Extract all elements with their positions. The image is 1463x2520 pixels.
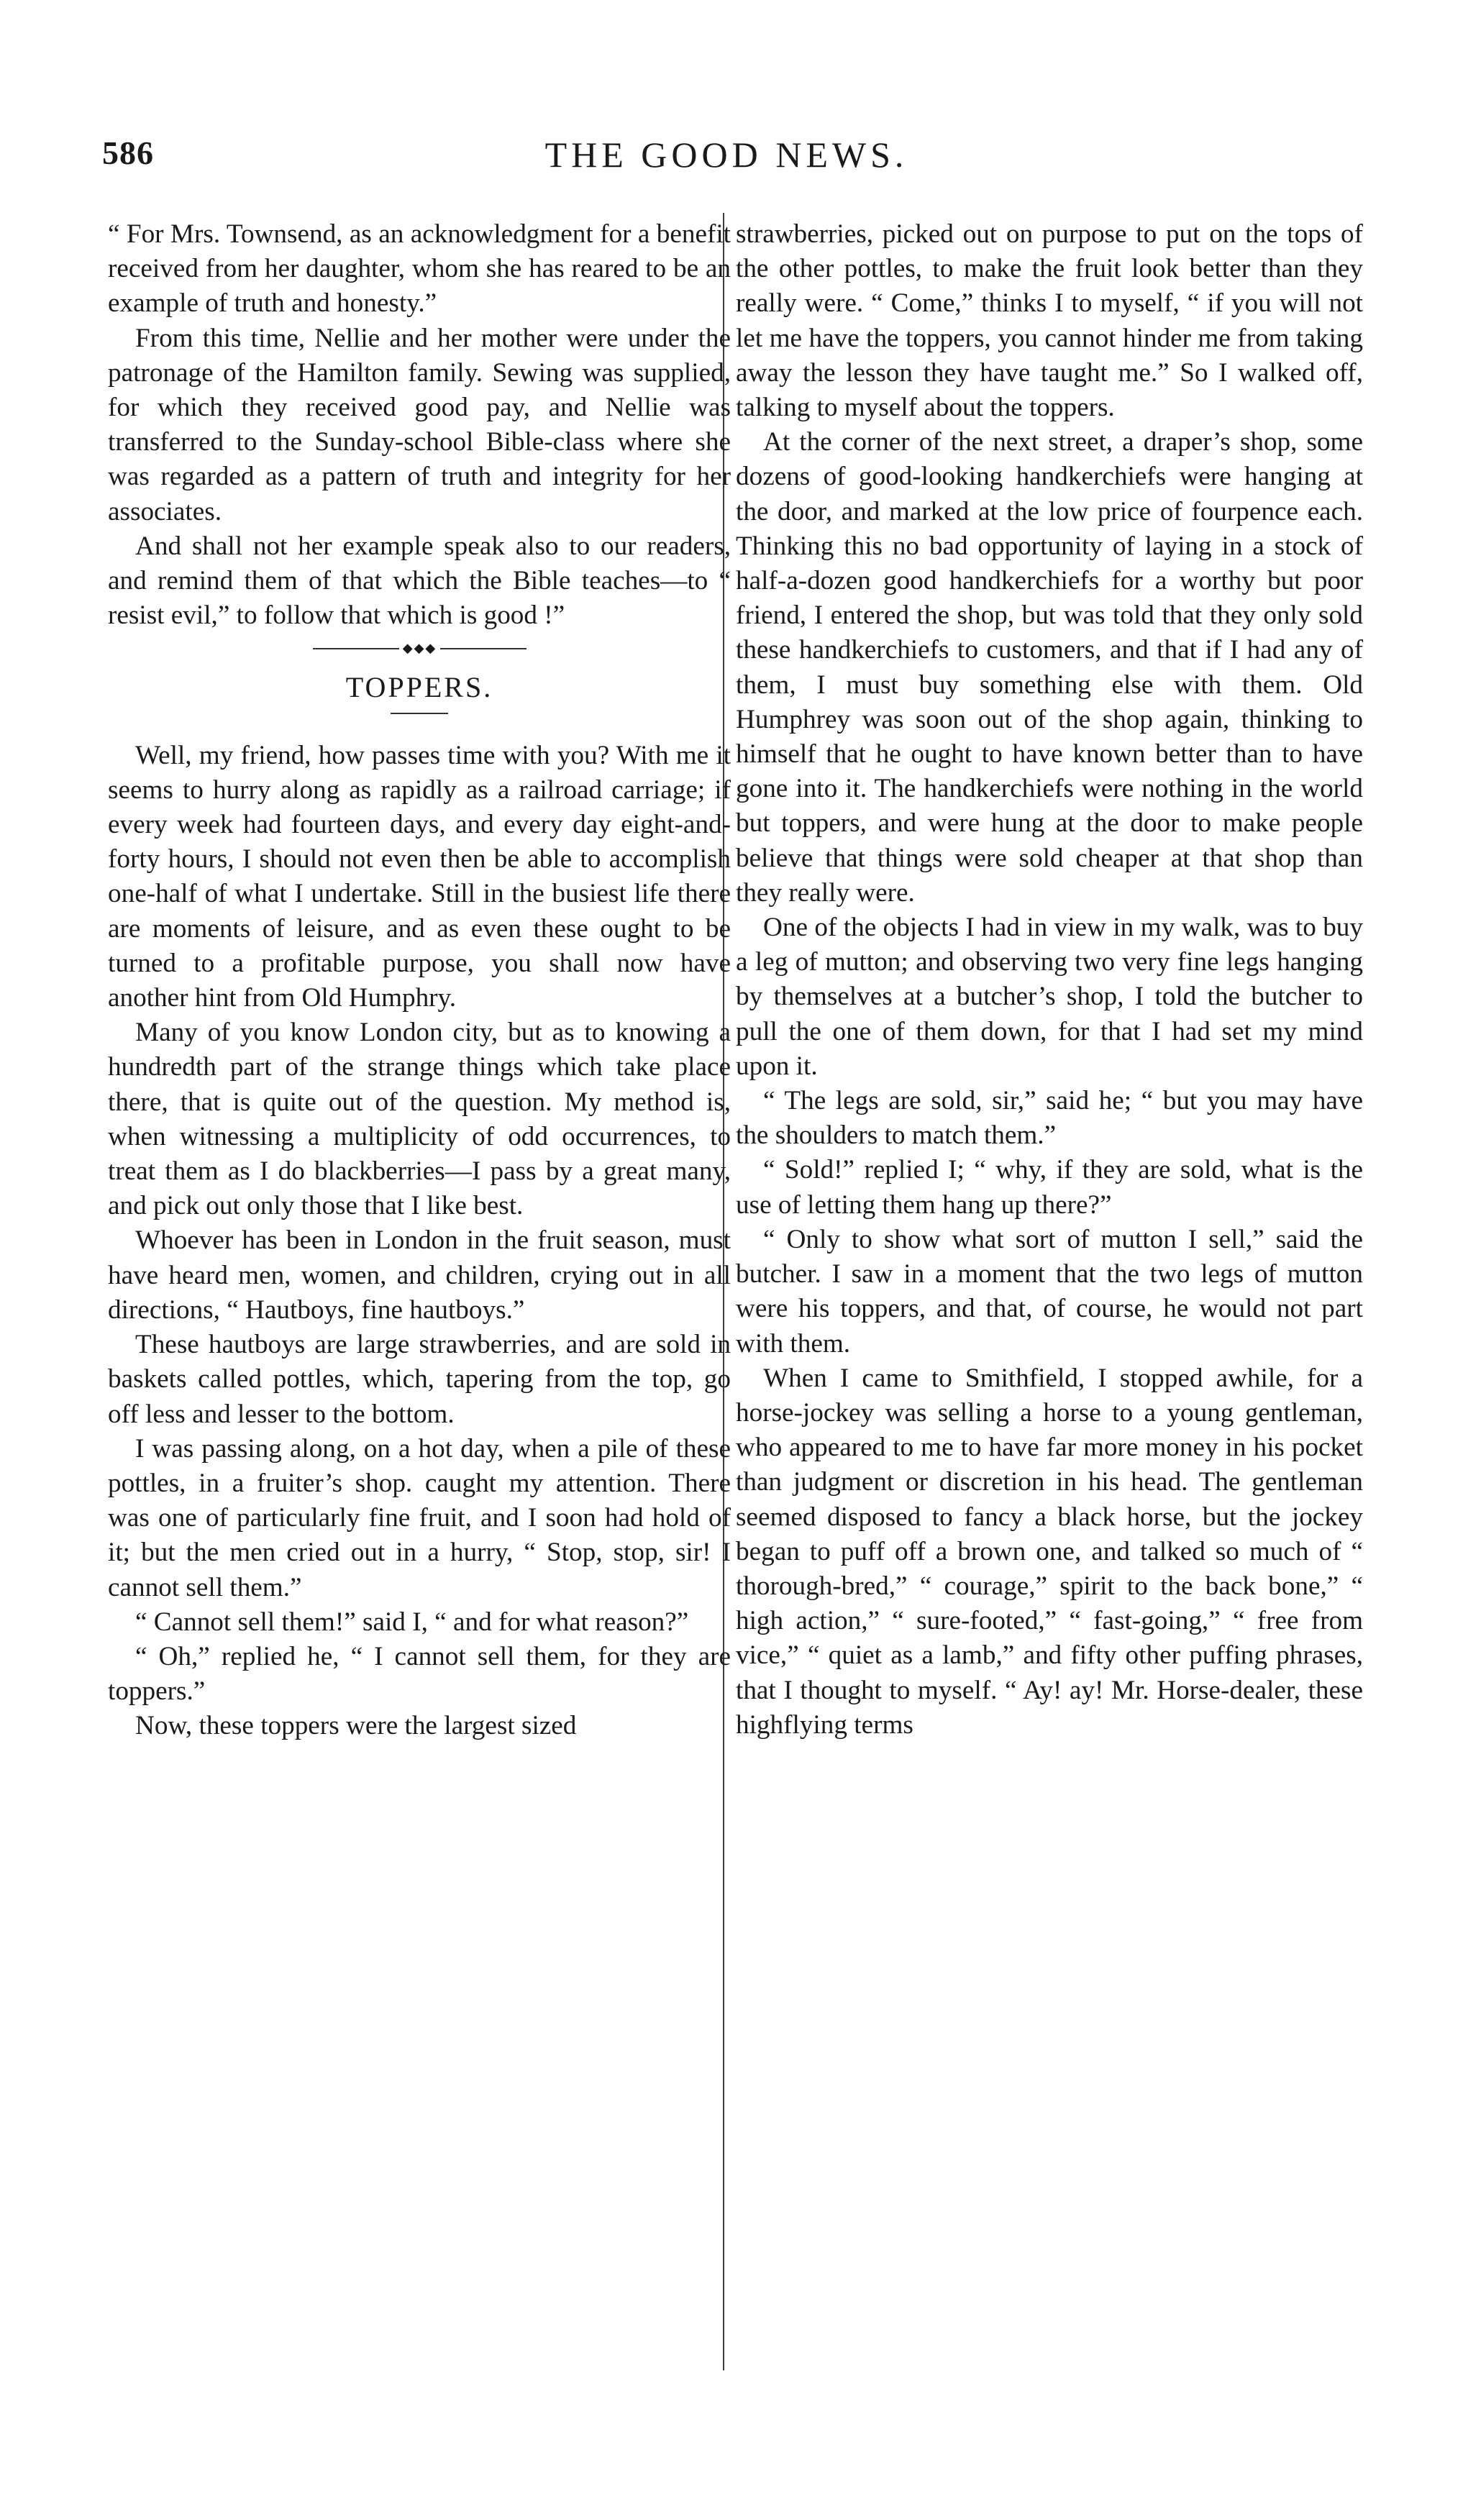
paragraph: strawberries, picked out on purpose to put on the tops of the other pottles, to make the fruit look better than they really were. “ Come,” thinks I to myself, “ if you will not let me have the toppers, you cannot hinder me from taking away the lesson they have taught me.” So I walked off, talking to myself about the toppers. <box>736 219 1363 423</box>
running-title: THE GOOD NEWS. <box>544 134 908 175</box>
paragraph: These hautboys are large strawberries, and are sold in baskets called pottles, which, tapering from the top, go off less and lesser to the bottom. <box>108 1330 731 1429</box>
paragraph: Well, my friend, how passes time with you? With me it seems to hurry along as rapidly as a railroad carriage; if every week had fourteen days, and every day eight-and-forty hours, I should not even then be able to accomplish one-half of what I undertake. Still in the busiest life there are moments of leisure, and as even these ought to be turned to a profitable purpose, you shall now have another hint from Old Humphry. <box>108 740 731 1013</box>
paragraph: “ Oh,” replied he, “ I cannot sell them, for they are toppers.” <box>108 1641 731 1707</box>
page-number: 586 <box>102 134 154 171</box>
paragraph: “ The legs are sold, sir,” said he; “ but you may have the shoulders to match them.” <box>736 1086 1363 1151</box>
paragraph: At the corner of the next street, a draper’s shop, some dozens of good-looking handkerchiefs were hanging at the door, and marked at the low price of fourpence each. Thinking this no bad opportunity of laying in a stock of half-a-dozen good handkerchiefs for a worthy but poor friend, I entered the shop, but was told that they only sold these handkerchiefs to customers, and that if I had any of them, I must buy something else with them. Old Humphrey was soon out of the shop again, thinking to himself that he ought to have known better than to have gone into it. The handkerchiefs were nothing in the world but toppers, and were hung at the door to make people believe that things were sold cheaper at that shop than they really were. <box>736 427 1363 908</box>
paragraph: “ Only to show what sort of mutton I sell,” said the butcher. I saw in a moment that the two legs of mutton were his toppers, and that, of course, he would not part with them. <box>736 1224 1363 1359</box>
paragraph: Whoever has been in London in the fruit season, must have heard men, women, and children, crying out in all directions, “ Hautboys, fine hautboys.” <box>108 1225 731 1325</box>
section-ornament <box>108 643 731 654</box>
left-column <box>108 217 731 1744</box>
ornament-rule-left <box>313 648 399 649</box>
paragraph: “ For Mrs. Townsend, as an acknowledgment for a benefit received from her daughter, whom she has reared to be an example of truth and honesty.” <box>108 219 731 319</box>
paragraph: Many of you know London city, but as to knowing a hundredth part of the strange things which take place there, that is quite out of the question. My method is, when witnessing a multiplicity of odd occurrences, to treat them as I do blackberries—I pass by a great many, and pick out only those that I like best. <box>108 1018 731 1221</box>
paragraph: “ Sold!” replied I; “ why, if they are sold, what is the use of letting them hang up there?” <box>736 1155 1363 1220</box>
page-header <box>94 128 1359 186</box>
section-title: TOPPERS. <box>345 671 493 704</box>
paragraph: I was passing along, on a hot day, when a pile of these pottles, in a fruiter’s shop. caught my attention. There was one of particularly fine fruit, and I soon had hold of it; but the men cried out in a hurry, “ Stop, stop, sir! I cannot sell them.” <box>108 1433 731 1602</box>
ornament-diamonds: ◆◆◆ <box>402 641 437 656</box>
ornament-rule-right <box>440 648 527 649</box>
right-column <box>736 217 1363 1743</box>
paragraph: And shall not her example speak also to our readers, and remind them of that which the Bible teaches—to “ resist evil,” to follow that which is good !” <box>108 531 731 631</box>
paragraph: Now, these toppers were the largest sized <box>135 1711 577 1741</box>
paragraph: When I came to Smithfield, I stopped awhile, for a horse-jockey was selling a horse to a young gentleman, who appeared to me to have far more money in his pocket than judgment or discretion in his head. The gentleman seemed disposed to fancy a black horse, but the jockey began to puff off a brown one, and talked so much of “ thorough-bred,” “ courage,” spirit to the back bone,” “ high action,” “ sure-footed,” “ fast-going,” “ free from vice,” “ quiet as a lamb,” and fifty other puffing phrases, that I thought to myself. “ Ay! ay! Mr. Horse-dealer, these highflying terms <box>736 1363 1363 1740</box>
paragraph: From this time, Nellie and her mother were under the patronage of the Hamilton family. Sewing was supplied, for which they received good pay, and Nellie was transferred to the Sunday-school Bible-class where she was regarded as a pattern of truth and integrity for her associates. <box>108 323 731 526</box>
paragraph: One of the objects I had in view in my walk, was to buy a leg of mutton; and observing two very fine legs hanging by themselves at a butcher’s shop, I told the butcher to pull the one of them down, for that I had set my mind upon it. <box>736 913 1363 1081</box>
section-title-rule <box>391 713 448 714</box>
paragraph: “ Cannot sell them!” said I, “ and for what reason?” <box>135 1607 689 1637</box>
